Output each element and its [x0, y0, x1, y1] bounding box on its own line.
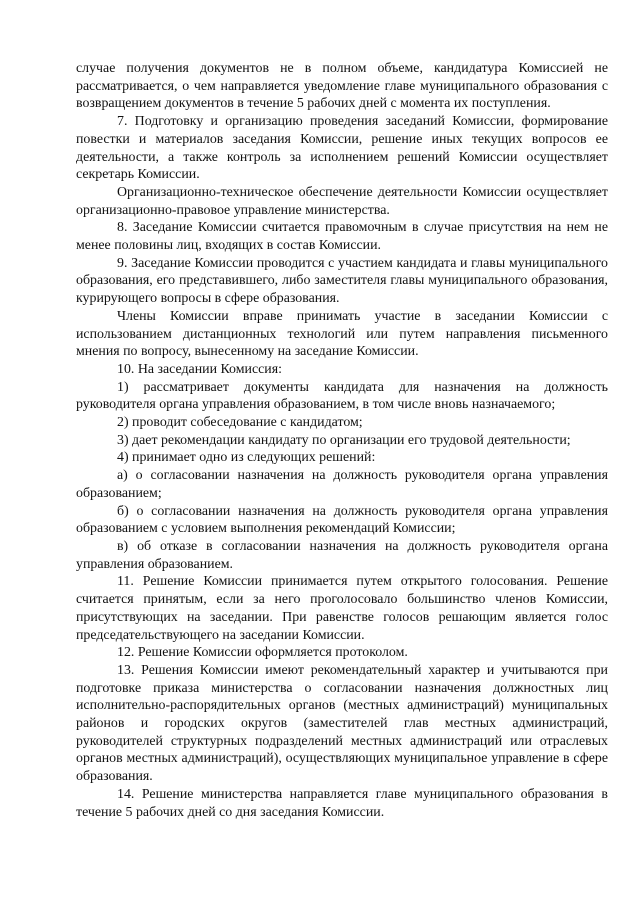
list-item-10-1: 1) рассматривает документы кандидата для назначения на должность руководителя органа управления образованием, в том числе вновь назначаемого;: [76, 379, 608, 413]
paragraph-12: 12. Решение Комиссии оформляется протоколом.: [117, 645, 408, 661]
list-item-10-4-a: а) о согласовании назначения на должность руководителя органа управления образованием;: [76, 468, 608, 501]
paragraph-13: 13. Решения Комиссии имеют рекомендательный характер и учитываются при подготовке приказа министерства о согласовании назначения должностных лиц исполнительно-распорядительных органов (местных администраций) муниципальных районов и городских округов (заместителей глав местных администраций, руководителей структурных подразделений местных администраций или отраслевых органов местных администраций), осуществляющих муниципальное управление в сфере образования.: [76, 662, 608, 785]
paragraph-9: 9. Заседание Комиссии проводится с участием кандидата и главы муниципального образования, его представившего, либо заместителя главы муниципального образования, курирующего вопросы в сфере образования.: [76, 255, 608, 307]
paragraph-7: 7. Подготовку и организацию проведения заседаний Комиссии, формирование повестки и материалов заседания Комиссии, решение иных текущих вопросов ее деятельности, а также контроль за исполнением решений Комиссии осуществляет секретарь Комиссии.: [76, 114, 608, 183]
paragraph-9-remote-participation: Члены Комиссии вправе принимать участие в заседании Комиссии с использованием дистанционных технологий или путем направления письменного мнения по вопросу, вынесенному на заседание Комиссии.: [76, 308, 608, 360]
paragraph-14: 14. Решение министерства направляется главе муниципального образования в течение 5 рабочих дней со дня заседания Комиссии.: [76, 786, 608, 820]
paragraph-8: 8. Заседание Комиссии считается правомочным в случае присутствия на нем не менее половины лиц, входящих в состав Комиссии.: [76, 220, 608, 254]
list-item-10-2: 2) проводит собеседование с кандидатом;: [117, 415, 363, 431]
paragraph-11: 11. Решение Комиссии принимается путем открытого голосования. Решение считается принятым, если за него проголосовало большинство членов Комиссии, присутствующих на заседании. При равенстве голосов решающим является голос председательствующего на заседании Комиссии.: [76, 574, 608, 643]
list-item-10-4-c: в) об отказе в согласовании назначения на должность руководителя органа управления образованием.: [76, 538, 608, 572]
list-item-10-4: 4) принимает одно из следующих решений:: [117, 450, 376, 466]
paragraph-continuation: случае получения документов не в полном объеме, кандидатура Комиссией не рассматривается, о чем направляется уведомление главе муниципального образования с возвращением документов в течение 5 рабочих дней с момента их поступления.: [76, 61, 608, 112]
document-page: [76, 60, 608, 821]
list-item-10-3: 3) дает рекомендации кандидату по организации его трудовой деятельности;: [117, 432, 571, 448]
paragraph-10: 10. На заседании Комиссия:: [117, 361, 282, 377]
list-item-10-4-b: б) о согласовании назначения на должность руководителя органа управления образованием с условием выполнения рекомендаций Комиссии;: [76, 503, 608, 537]
paragraph-7-technical-support: Организационно-техническое обеспечение деятельности Комиссии осуществляет организационно-правовое управление министерства.: [76, 184, 608, 218]
